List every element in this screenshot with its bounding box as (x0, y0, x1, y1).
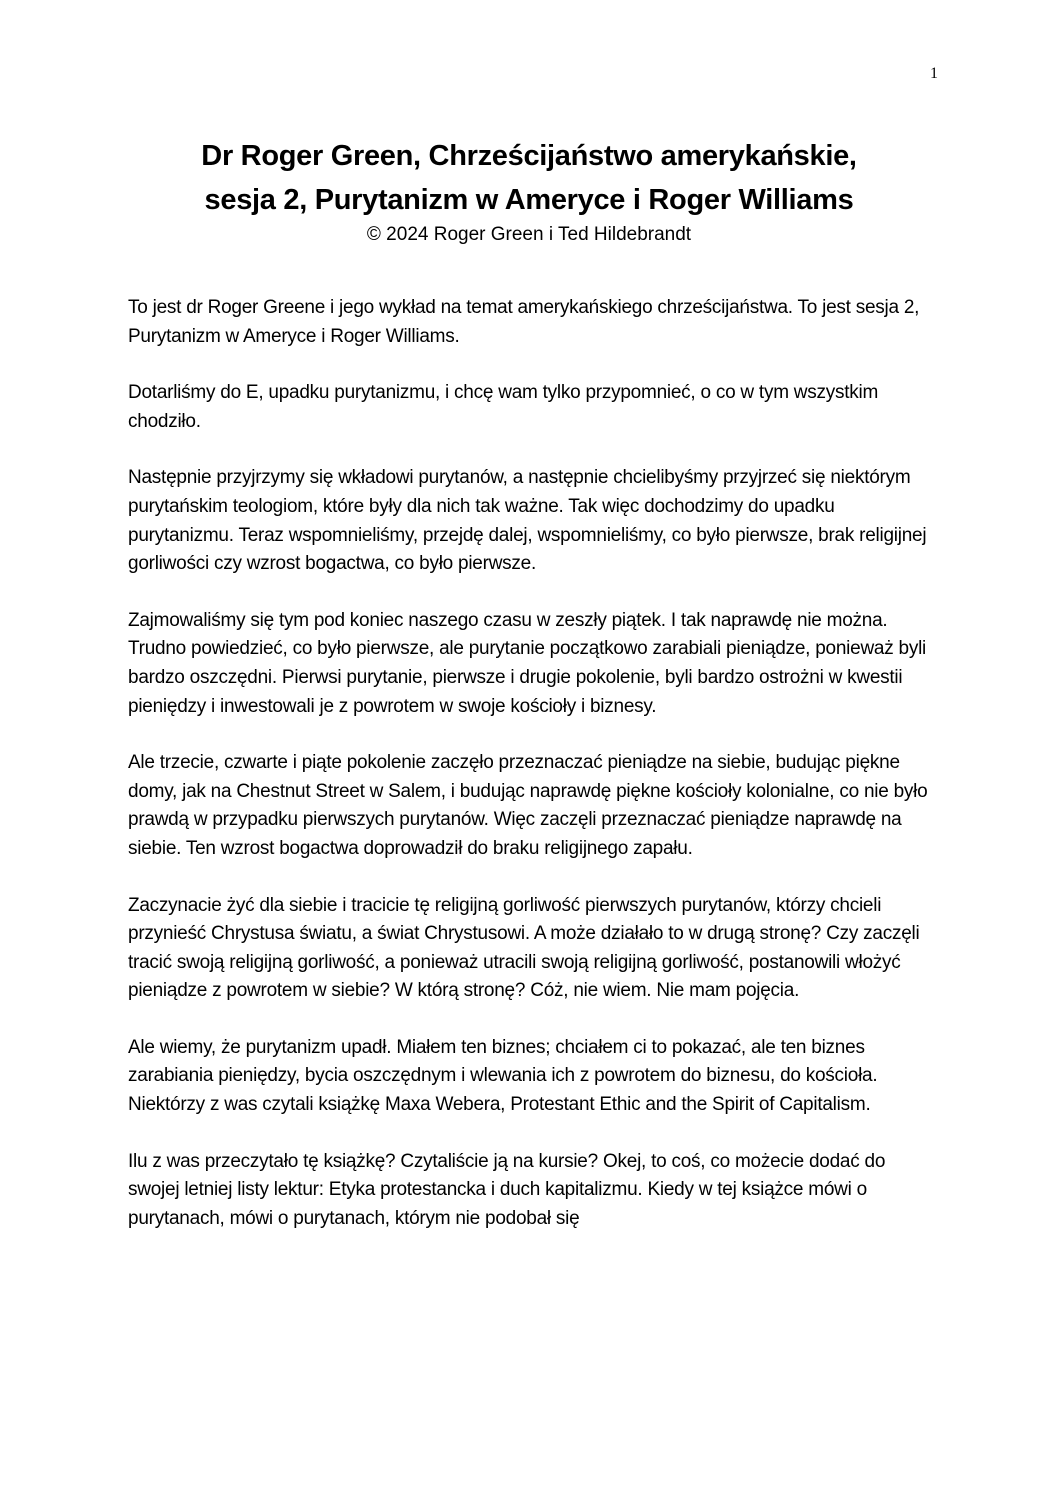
paragraph: To jest dr Roger Greene i jego wykład na temat amerykańskiego chrześcijaństwa. To jest sesja 2, Purytanizm w Ameryce i Roger Williams. (128, 297, 920, 347)
title-line-2: sesja 2, Purytanizm w Ameryce i Roger Williams (204, 184, 854, 216)
paragraph: Dotarliśmy do E, upadku purytanizmu, i chcę wam tylko przypomnieć, o co w tym wszystkim chodziło. (128, 382, 879, 432)
paragraph: Zaczynacie żyć dla siebie i tracicie tę religijną gorliwość pierwszych purytanów, którzy chcieli przynieść Chrystusa światu, a świat Chrystusowi. A może działało to w drugą stronę? Czy zaczęli tracić swoją religijną gorliwość, a ponieważ utracili swoją religijną gorliwość, postanowili włożyć pieniądze z powrotem w siebie? W którą stronę? Cóż, nie wiem. Nie mam pojęcia. (128, 894, 920, 1002)
paragraph: Ale trzecie, czwarte i piąte pokolenie zaczęło przeznaczać pieniądze na siebie, budując piękne domy, jak na Chestnut Street w Salem, i budując naprawdę piękne kościoły kolonialne, co nie było prawdą w przypadku pierwszych purytanów. Więc zaczęli przeznaczać pieniądze naprawdę na siebie. Ten wzrost bogactwa doprowadził do braku religijnego zapału. (128, 752, 928, 859)
title-line-1: Dr Roger Green, Chrześcijaństwo amerykańskie, (201, 140, 857, 172)
page-number: 1 (930, 65, 938, 82)
title-block (100, 134, 958, 248)
document-title (100, 134, 958, 222)
paragraph: Następnie przyjrzymy się wkładowi purytanów, a następnie chcielibyśmy przyjrzeć się niektórym purytańskim teologiom, które były dla nich tak ważne. Tak więc dochodzimy do upadku purytanizmu. Teraz wspomnieliśmy, przejdę dalej, wspomnieliśmy, co było pierwsze, brak religijnej gorliwości czy wzrost bogactwa, co było pierwsze. (128, 467, 927, 575)
paragraph: Zajmowaliśmy się tym pod koniec naszego czasu w zeszły piątek. I tak naprawdę nie można. Trudno powiedzieć, co było pierwsze, ale purytanie początkowo zarabiali pieniądze, ponieważ byli bardzo oszczędni. Pierwsi purytanie, pierwsze i drugie pokolenie, byli bardzo ostrożni w kwestii pieniędzy i inwestowali je z powrotem w swoje kościoły i biznesy. (128, 609, 927, 717)
paragraph: Ale wiemy, że purytanizm upadł. Miałem ten biznes; chciałem ci to pokazać, ale ten biznes zarabiania pieniędzy, bycia oszczędnym i wlewania ich z powrotem do biznesu, do kościoła. Niektórzy z was czytali książkę Maxa Webera, Protestant Ethic and the Spirit of Capitalism. (128, 1036, 878, 1116)
copyright-line: © 2024 Roger Green i Ted Hildebrandt (366, 224, 692, 245)
document-body (128, 294, 940, 1261)
paragraph: Ilu z was przeczytało tę książkę? Czytaliście ją na kursie? Okej, to coś, co możecie dodać do swojej letniej listy lektur: Etyka protestancka i duch kapitalizmu. Kiedy w tej książce mówi o purytanach, mówi o purytanach, którym nie podobał się (128, 1150, 886, 1229)
